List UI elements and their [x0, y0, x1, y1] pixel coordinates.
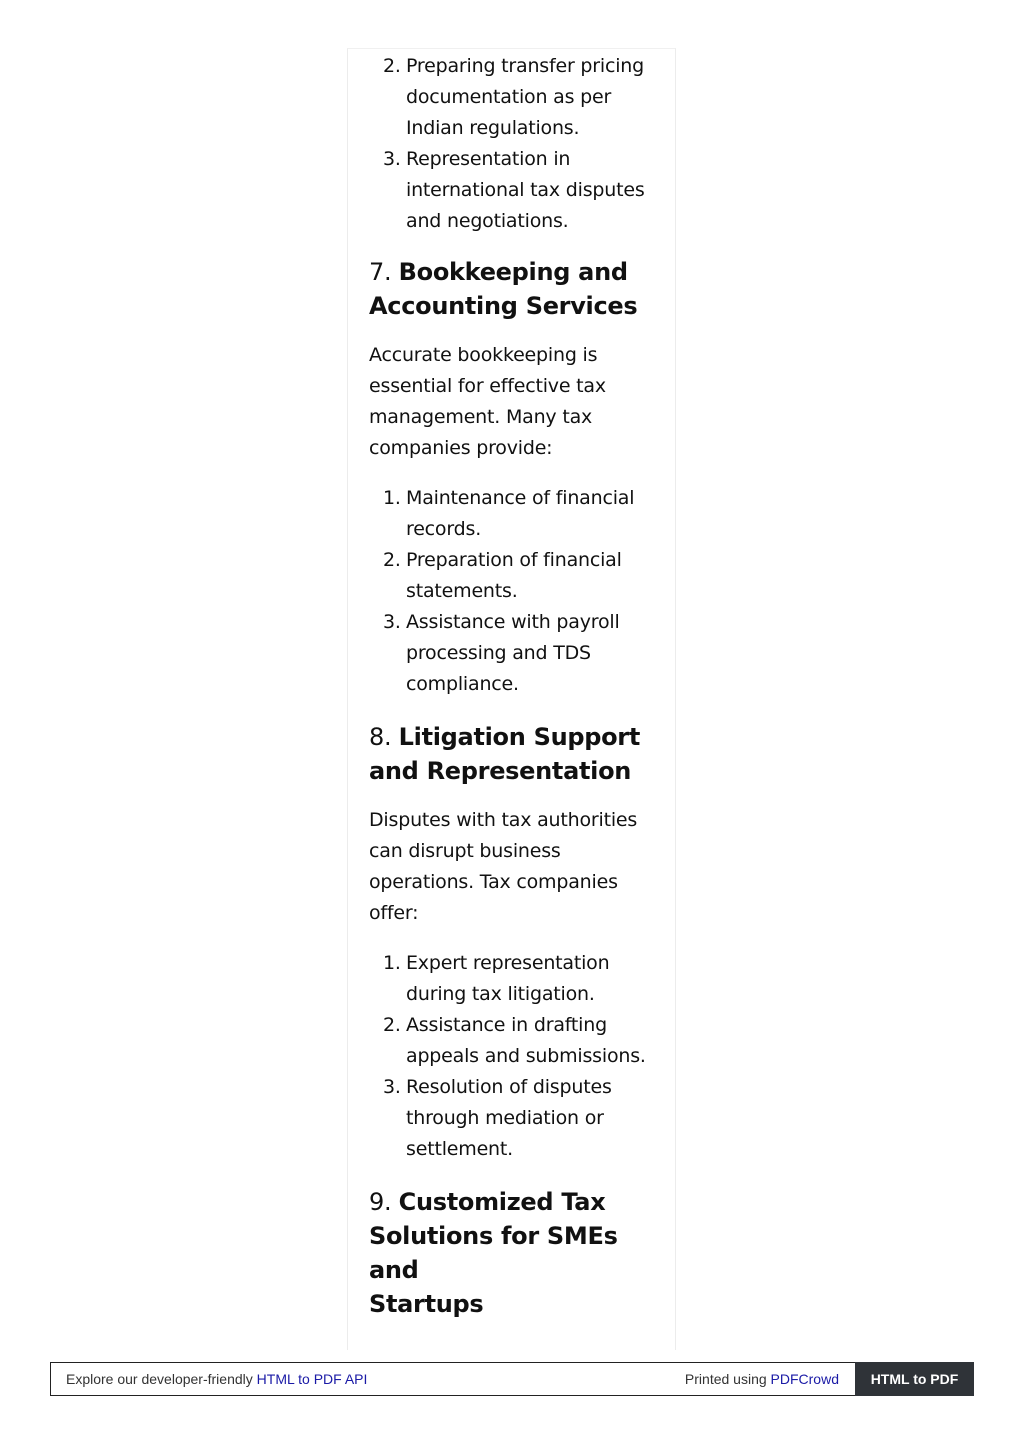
section7-list-wrap — [369, 483, 659, 700]
section8-heading: 8. Litigation Support and Representation — [369, 723, 641, 785]
list-item: 1. Expert representation during tax litigation. — [369, 948, 659, 1010]
section6-list-wrap — [369, 51, 659, 237]
list-number: 1. — [383, 487, 401, 509]
section8-intro: Disputes with tax authorities can disrupt business operations. Tax companies offer: — [369, 809, 638, 924]
article-column — [347, 48, 676, 1350]
list-number: 2. — [383, 1014, 401, 1036]
list-item: 2. Preparing transfer pricing documentation as per Indian regulations. — [369, 51, 659, 144]
section7-heading: 7. Bookkeeping and Accounting Services — [369, 258, 638, 320]
section9-heading: 9. Customized Tax Solutions for SMEs and Startups — [369, 1188, 618, 1318]
footer-explore: Explore our developer-friendly HTML to PDF API — [66, 1371, 368, 1387]
html-to-pdf-api-link[interactable]: HTML to PDF API — [256, 1371, 368, 1387]
list-number: 3. — [383, 148, 401, 170]
list-number: 2. — [383, 55, 401, 77]
list-number: 2. — [383, 549, 401, 571]
list-item: 2. Preparation of financial statements. — [369, 545, 659, 607]
list-item: 2. Assistance in drafting appeals and submissions. — [369, 1010, 659, 1072]
list-number: 3. — [383, 1076, 401, 1098]
section8-list — [369, 948, 659, 1165]
section9-heading-wrap — [369, 1185, 659, 1321]
section8-heading-wrap — [369, 720, 659, 788]
html-to-pdf-badge[interactable]: HTML to PDF — [855, 1362, 974, 1396]
list-item: 3. Assistance with payroll processing and TDS compliance. — [369, 607, 659, 700]
list-number: 3. — [383, 611, 401, 633]
section7-heading-wrap — [369, 255, 659, 323]
footer-printed: Printed using PDFCrowd — [684, 1371, 839, 1387]
pdfcrowd-link[interactable]: PDFCrowd — [770, 1371, 839, 1387]
list-item: 3. Representation in international tax disputes and negotiations. — [369, 144, 659, 237]
pdfcrowd-footer — [50, 1362, 974, 1396]
list-number: 1. — [383, 952, 401, 974]
section7-list — [369, 483, 659, 700]
list-item: 3. Resolution of disputes through mediation or settlement. — [369, 1072, 659, 1165]
section8-list-wrap — [369, 948, 659, 1165]
list-item: 1. Maintenance of financial records. — [369, 483, 659, 545]
section7-intro: Accurate bookkeeping is essential for effective tax management. Many tax companies provide: — [369, 344, 606, 459]
section6-list — [369, 51, 659, 237]
